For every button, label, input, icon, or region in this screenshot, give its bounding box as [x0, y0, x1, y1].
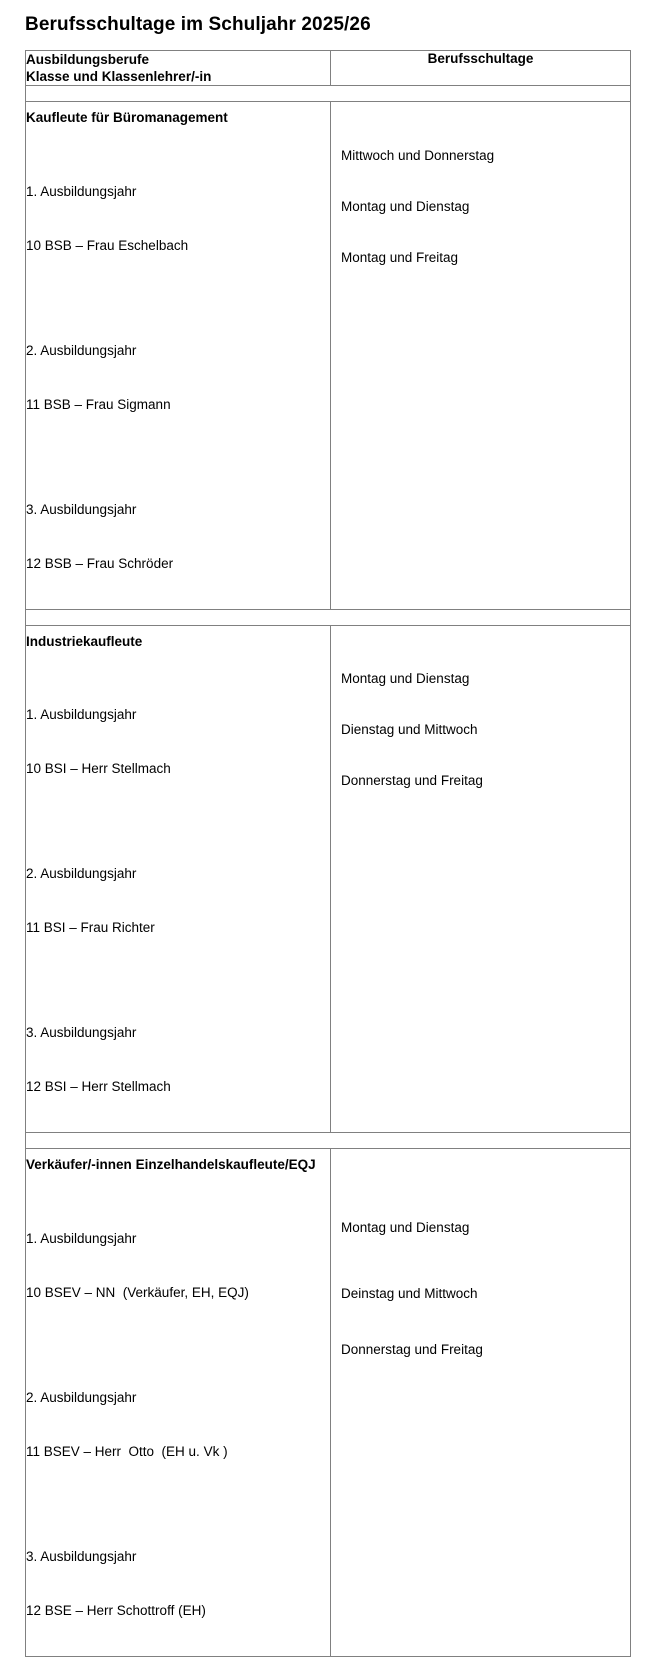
section-2-title-line1: Verkäufer/-innen [26, 1157, 132, 1172]
header-cell-schooldays [331, 51, 631, 86]
section-0-title-line1: Kaufleute für Büromanagement [26, 110, 228, 125]
entry-class-teacher: 11 BSEV – Herr Otto (EH u. Vk ) [26, 1444, 228, 1459]
section-1-entry-2 [26, 973, 330, 1132]
entry-class-teacher: 10 BSI – Herr Stellmach [26, 761, 171, 776]
section-2-professions-cell [26, 1149, 331, 1657]
section-1-schooldays-cell [331, 626, 631, 1133]
header-professions-line2: Klasse und Klassenlehrer/-in [26, 69, 212, 84]
entry-class-teacher: 12 BSB – Frau Schröder [26, 556, 174, 571]
spacer-cell [26, 86, 631, 102]
section-1-title [26, 626, 330, 651]
section-0-entry-2 [26, 450, 330, 609]
spacer-cell [26, 1133, 631, 1149]
section-row-1 [26, 626, 631, 1133]
spacer-row [26, 610, 631, 626]
section-2-title-line2: Einzelhandelskaufleute/EQJ [135, 1157, 316, 1172]
section-0-professions-cell [26, 102, 331, 610]
section-2-schooldays-cell [331, 1149, 631, 1657]
spacer-row [26, 1133, 631, 1149]
entry-days: Montag und Dienstag [341, 199, 470, 214]
entry-year: 3. Ausbildungsjahr [26, 1025, 137, 1040]
entry-class-teacher: 11 BSI – Frau Richter [26, 920, 155, 935]
entry-year: 2. Ausbildungsjahr [26, 343, 137, 358]
section-row-2 [26, 1149, 631, 1657]
section-1-entry-1 [26, 814, 330, 973]
section-1-title-line1: Industriekaufleute [26, 634, 143, 649]
entry-days: Donnerstag und Freitag [341, 773, 483, 788]
entry-class-teacher: 11 BSB – Frau Sigmann [26, 397, 171, 412]
entry-days: Montag und Freitag [341, 250, 459, 265]
section-row-0 [26, 102, 631, 610]
section-0-entry-1 [26, 291, 330, 450]
entry-year: 2. Ausbildungsjahr [26, 866, 137, 881]
page-title: Berufsschultage im Schuljahr 2025/26 [25, 14, 371, 35]
section-2-entry-1 [26, 1338, 330, 1497]
section-0-schooldays-cell [331, 102, 631, 610]
section-2-title [26, 1149, 330, 1174]
entry-year: 1. Ausbildungsjahr [26, 1231, 137, 1246]
entry-year: 3. Ausbildungsjahr [26, 502, 137, 517]
entry-year: 2. Ausbildungsjahr [26, 1390, 137, 1405]
entry-days: Montag und Dienstag [341, 671, 470, 686]
header-cell-professions [26, 51, 331, 86]
section-1-entry-0 [26, 651, 330, 814]
schedule-table [25, 50, 631, 1657]
entry-year: 1. Ausbildungsjahr [26, 184, 137, 199]
entry-days: Montag und Dienstag [341, 1220, 470, 1235]
entry-class-teacher: 12 BSE – Herr Schottroff (EH) [26, 1603, 206, 1618]
entry-year: 3. Ausbildungsjahr [26, 1549, 137, 1564]
section-1-professions-cell [26, 626, 331, 1133]
section-2-entry-0 [26, 1174, 330, 1338]
section-0-title [26, 102, 330, 127]
entry-days: Dienstag und Mittwoch [341, 722, 478, 737]
entry-days: Mittwoch und Donnerstag [341, 148, 495, 163]
spacer-cell [26, 610, 631, 626]
entry-class-teacher: 10 BSB – Frau Eschelbach [26, 238, 189, 253]
table-header-row [26, 51, 631, 86]
entry-days: Deinstag und Mittwoch [341, 1286, 478, 1301]
section-2-entry-2 [26, 1497, 330, 1656]
entry-days: Donnerstag und Freitag [341, 1342, 483, 1357]
section-0-entry-0 [26, 127, 330, 291]
header-schooldays-label: Berufsschultage [427, 51, 534, 66]
header-professions-line1: Ausbildungsberufe [26, 52, 150, 67]
entry-class-teacher: 12 BSI – Herr Stellmach [26, 1079, 171, 1094]
spacer-row [26, 86, 631, 102]
entry-year: 1. Ausbildungsjahr [26, 707, 137, 722]
entry-class-teacher: 10 BSEV – NN (Verkäufer, EH, EQJ) [26, 1285, 249, 1300]
